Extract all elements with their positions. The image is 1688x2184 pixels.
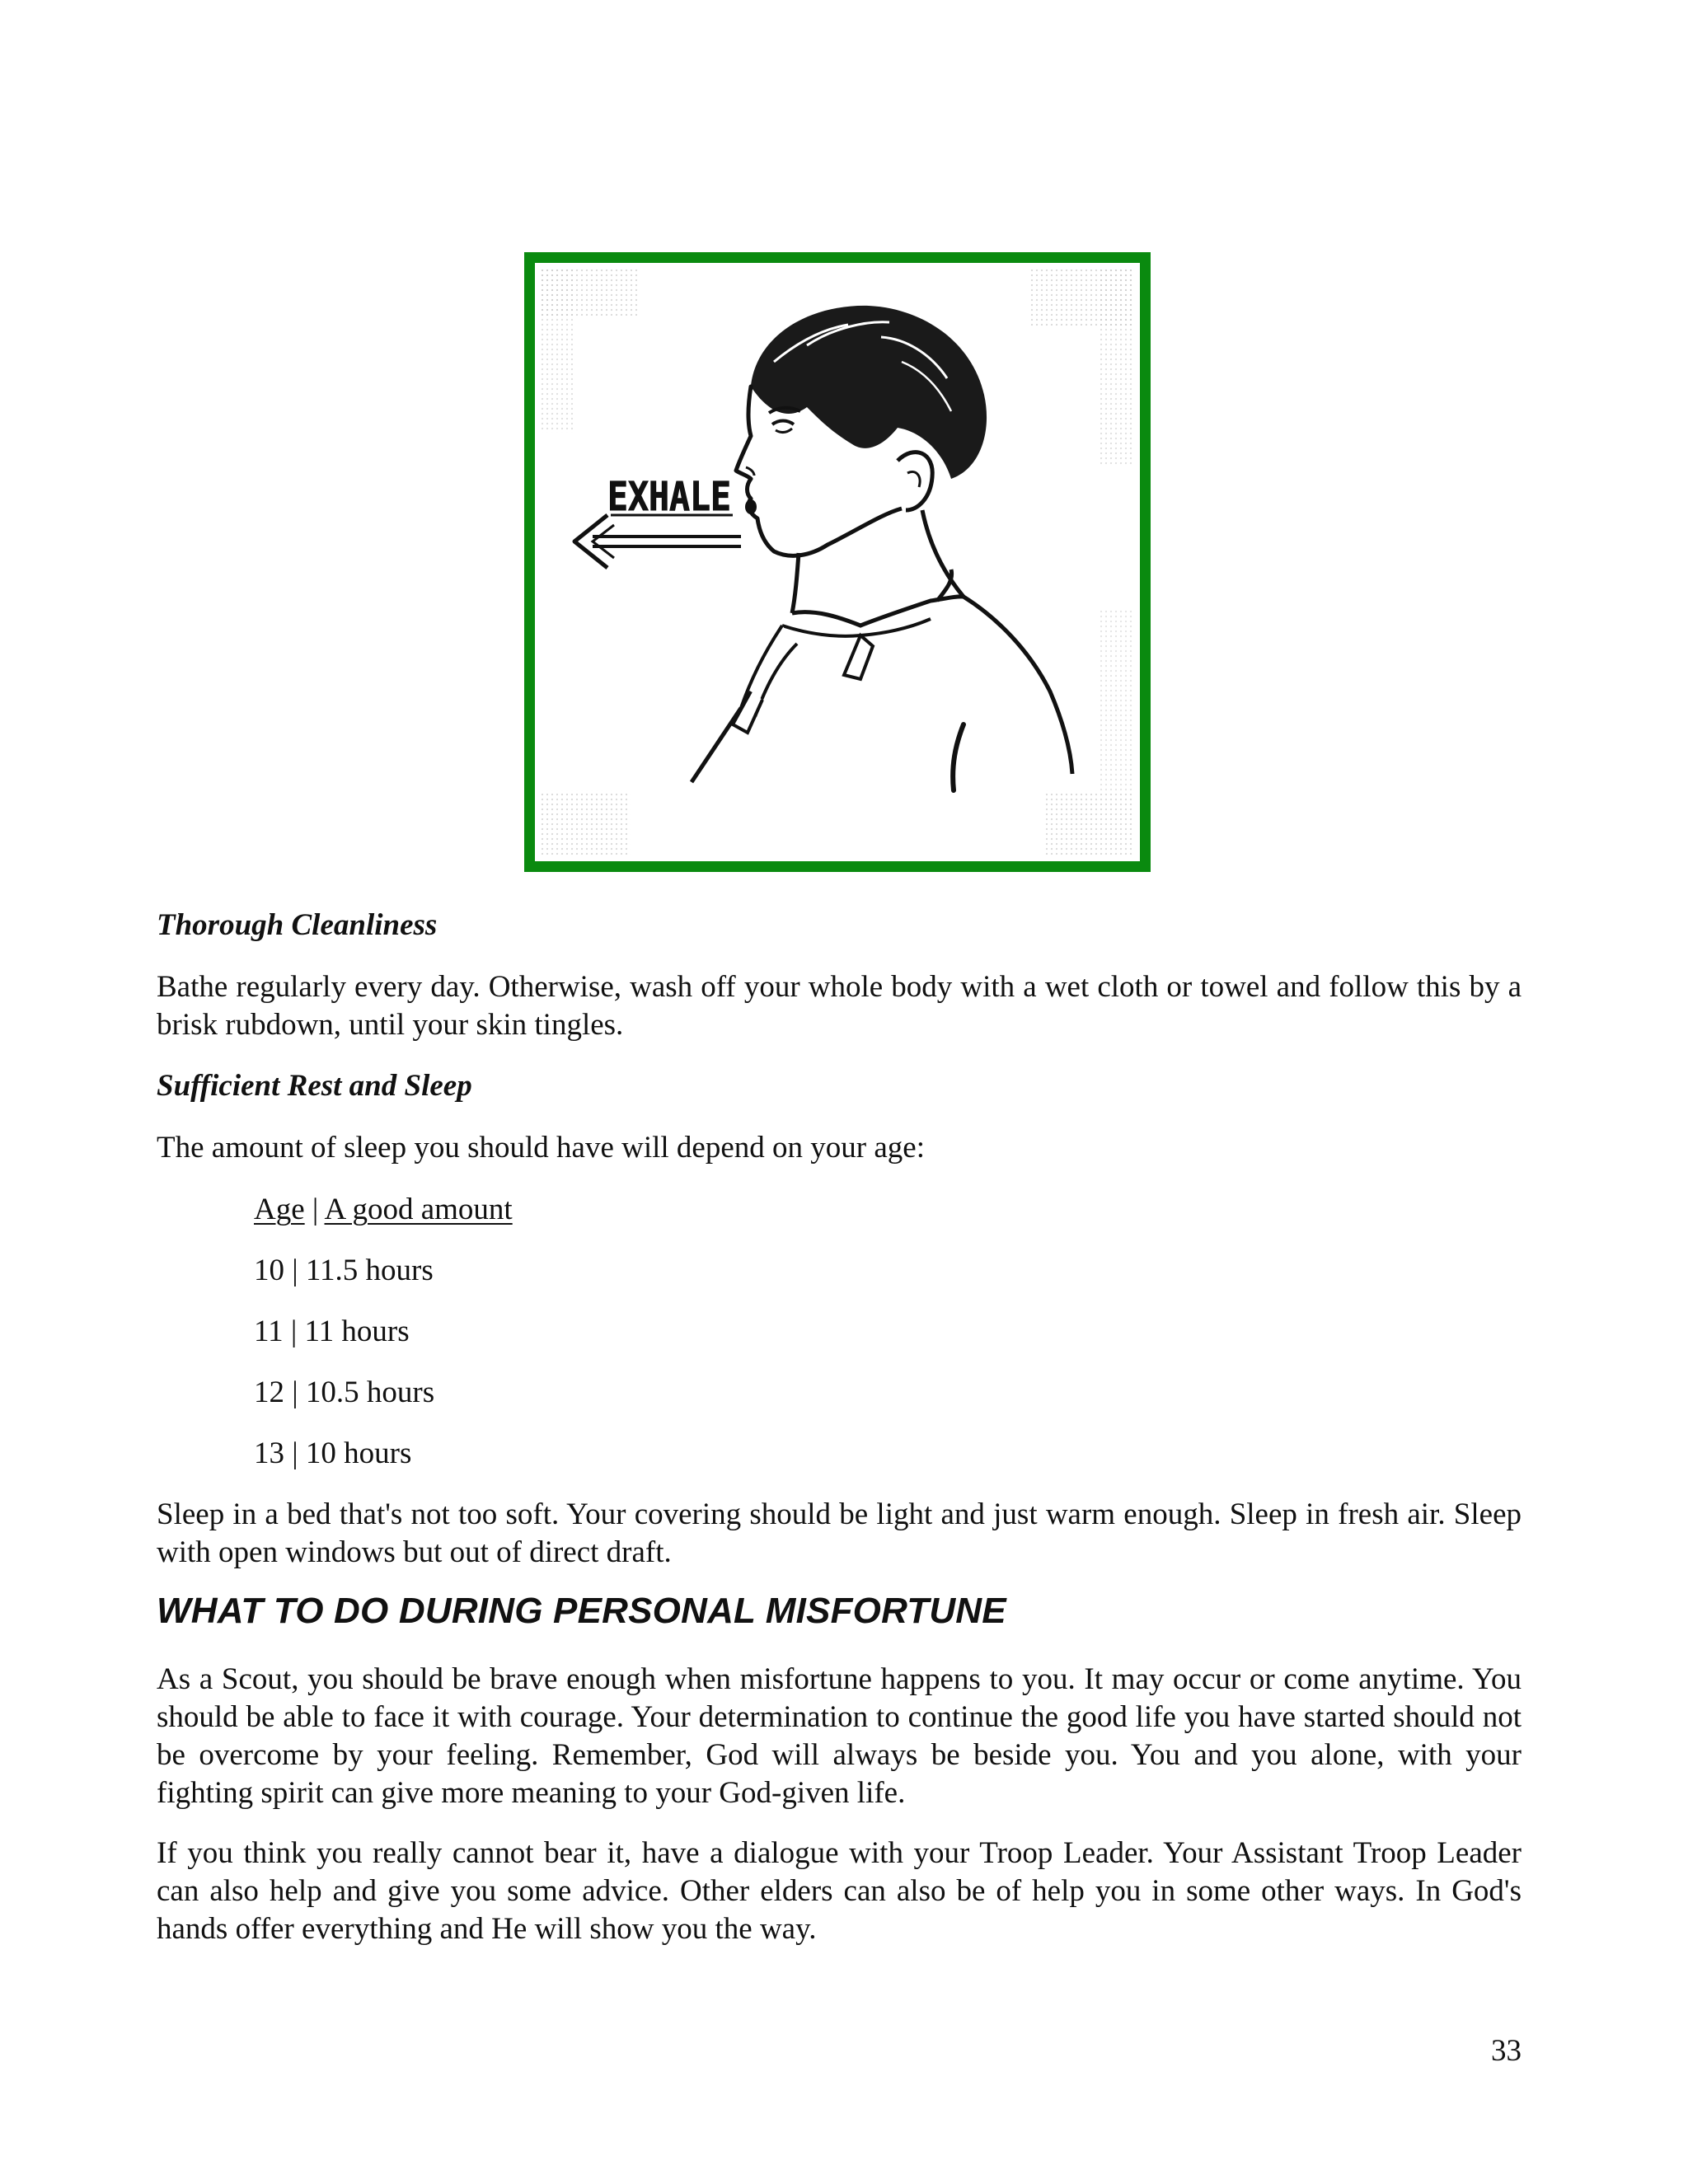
sleep-table-header bbox=[254, 1191, 513, 1229]
misfortune-paragraph-1: As a Scout, you should be brave enough when misfortune happens to you. It may occur or come anytime. You should be able to face it with courage. Your determination to continue the good life you have started should not be overcome by your feeling. Remember, God will always be beside you. You and you alone, with your fighting spirit can give more meaning to your God-given life. bbox=[157, 1662, 1522, 1810]
sleep-table-row: 13 | 10 hours bbox=[254, 1436, 412, 1470]
exhale-illustration bbox=[524, 252, 1151, 872]
boy-exhaling-drawing bbox=[535, 263, 1140, 861]
sleep-table-row: 11 | 11 hours bbox=[254, 1315, 410, 1348]
page-number: 33 bbox=[1491, 2034, 1522, 2068]
cleanliness-title: Thorough Cleanliness bbox=[157, 908, 438, 942]
table-header-age: Age bbox=[254, 1193, 305, 1226]
section-heading: WHAT TO DO DURING PERSONAL MISFORTUNE bbox=[157, 1591, 1006, 1631]
cleanliness-body: Bathe regularly every day. Otherwise, wash off your whole body with a wet cloth or towel and follow this by a brisk rubdown, until your skin tingles. bbox=[157, 970, 1522, 1042]
sleep-title: Sufficient Rest and Sleep bbox=[157, 1069, 472, 1103]
table-header-separator: | bbox=[304, 1193, 325, 1226]
misfortune-paragraph-2: If you think you really cannot bear it, have a dialogue with your Troop Leader. Your Assistant Troop Leader can also help and give you some advice. Other elders can also be of help you in some other ways. In God's hands offer everything and He will show you the way. bbox=[157, 1836, 1522, 1946]
sleep-table-row: 12 | 10.5 hours bbox=[254, 1376, 435, 1409]
sleep-advice: Sleep in a bed that's not too soft. Your covering should be light and just warm enough. Sleep in fresh air. Sleep with open windows but out of direct draft. bbox=[157, 1497, 1522, 1569]
sleep-table-row: 10 | 11.5 hours bbox=[254, 1254, 434, 1287]
table-header-amount: A good amount bbox=[324, 1193, 513, 1226]
exhale-label: EXHALE bbox=[607, 474, 731, 520]
sleep-intro: The amount of sleep you should have will depend on your age: bbox=[157, 1131, 925, 1165]
